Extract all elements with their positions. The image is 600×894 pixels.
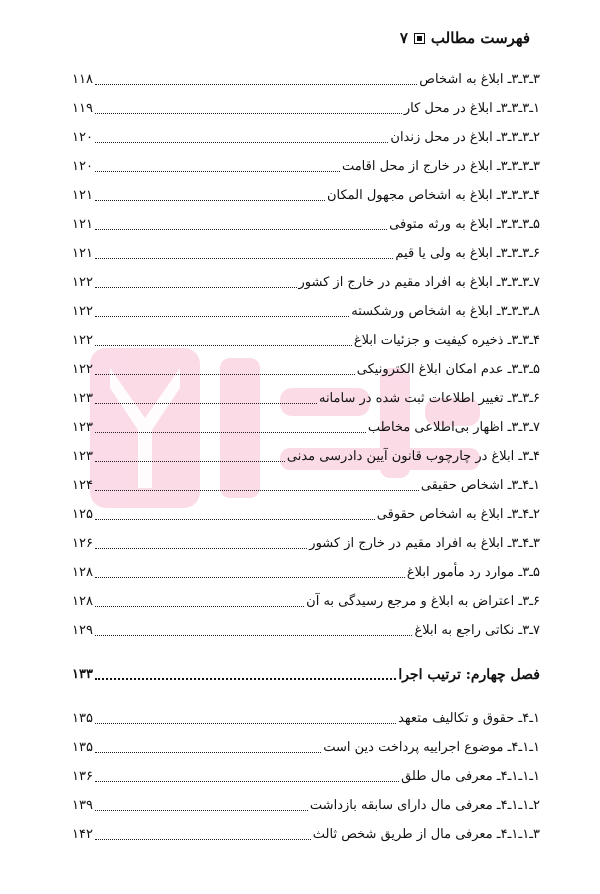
dot-leader	[95, 519, 375, 520]
toc-row[interactable]	[72, 760, 540, 786]
toc-entry-title: ۲ـ۴ـ۳ـ ابلاغ به اشخاص حقوقی	[376, 507, 540, 522]
dot-leader	[95, 345, 352, 346]
toc-entry-title: ۳ـ۳ـ۳ـ ابلاغ به اشخاص	[419, 72, 540, 87]
toc-entry-title: ۴ـ۳ـ ابلاغ در چارچوب قانون آیین دادرسی مدنی	[286, 449, 540, 464]
toc-row[interactable]	[72, 614, 540, 640]
toc-row[interactable]	[72, 702, 540, 728]
toc-page-number: ۱۲۹	[72, 623, 93, 638]
dot-leader	[95, 577, 405, 578]
toc-row[interactable]	[72, 789, 540, 815]
toc-row[interactable]	[72, 818, 540, 844]
dot-leader	[95, 84, 417, 85]
toc-entry-title: ۱ـ۳ـ۳ـ۳ـ ابلاغ در محل کار	[403, 101, 540, 116]
toc-page-number: ۱۳۵	[72, 711, 93, 726]
dot-leader	[95, 810, 308, 811]
toc-entry-title: ۶ـ۳ـ اعتراض به ابلاغ و مرجع رسیدگی به آن	[306, 594, 540, 609]
toc-row[interactable]	[72, 411, 540, 437]
toc-entry-title: ۷ـ۳ـ نکاتی راجع به ابلاغ	[414, 623, 540, 638]
dot-leader	[95, 403, 317, 404]
toc-row[interactable]	[72, 527, 540, 553]
toc-entry-title: ۷ـ۳ـ۳ـ۳ـ ابلاغ به افراد مقیم در خارج از کشور	[298, 275, 540, 290]
toc-entry-title: ۶ـ۳ـ۳ـ۳ـ ابلاغ به ولی یا قیم	[395, 246, 540, 261]
toc-entry-title: ۴ـ۳ـ۳ـ۳ـ ابلاغ به اشخاص مجهول المکان	[326, 188, 540, 203]
dot-leader	[95, 678, 396, 680]
dot-leader	[95, 752, 321, 753]
toc-page-number: ۱۲۱	[72, 246, 93, 261]
toc-entry-title: ۵ـ۳ـ موارد رد مأمور ابلاغ	[406, 565, 540, 580]
toc-page-number: ۱۲۲	[72, 333, 93, 348]
toc-entry-title: ۲ـ۱ـ۱ـ۴ـ معرفی مال دارای سابقه بازداشت	[309, 798, 540, 813]
toc-entry-title: ۱ـ۴ـ حقوق و تکالیف متعهد	[398, 711, 540, 726]
toc-page-number: ۱۲۲	[72, 275, 93, 290]
toc-entry-title: ۳ـ۴ـ۳ـ ابلاغ به افراد مقیم در خارج از کشور	[309, 536, 540, 551]
toc-row[interactable]	[72, 237, 540, 263]
dot-leader	[95, 781, 399, 782]
dot-leader	[95, 287, 297, 288]
toc-row[interactable]	[72, 63, 540, 89]
toc-row[interactable]	[72, 731, 540, 757]
dot-leader	[95, 490, 419, 491]
toc-row[interactable]	[72, 353, 540, 379]
dot-leader	[95, 374, 355, 375]
dot-leader	[95, 432, 366, 433]
toc-row[interactable]	[72, 498, 540, 524]
toc-entry-title: ۱ـ۱ـ۴ـ موضوع اجراییه پرداخت دین است	[323, 740, 540, 755]
toc-entry-title: ۳ـ۳ـ۳ـ۳ـ ابلاغ در خارج از محل اقامت	[341, 159, 540, 174]
toc-row[interactable]	[72, 208, 540, 234]
toc-page-number: ۱۲۱	[72, 217, 93, 232]
toc-page-number: ۱۲۶	[72, 536, 93, 551]
toc-page-number: ۱۳۵	[72, 740, 93, 755]
header-title: فهرست مطالب	[430, 29, 530, 47]
toc-entry-title: ۴ـ۳ـ۳ـ ذخیره کیفیت و جزئیات ابلاغ	[353, 333, 540, 348]
dot-leader	[95, 723, 396, 724]
toc-page-number: ۱۲۳	[72, 391, 93, 406]
dot-leader	[95, 839, 311, 840]
toc-entry-title: ۲ـ۳ـ۳ـ۳ـ ابلاغ در محل زندان	[390, 130, 540, 145]
toc-chapter-row[interactable]	[72, 658, 540, 684]
dot-leader	[95, 171, 340, 172]
toc-chapter-title: فصل چهارم: ترتیب اجرا	[398, 667, 540, 683]
toc-row[interactable]	[72, 469, 540, 495]
toc-page-number: ۱۴۲	[72, 827, 93, 842]
toc-row[interactable]	[72, 382, 540, 408]
toc-row[interactable]	[72, 266, 540, 292]
toc-page-number: ۱۲۵	[72, 507, 93, 522]
toc-entry-title: ۶ـ۳ـ۳ـ تغییر اطلاعات ثبت شده در سامانه	[318, 391, 540, 406]
toc-page-number: ۱۲۲	[72, 362, 93, 377]
dot-leader	[95, 142, 388, 143]
dot-leader	[95, 548, 307, 549]
toc-row[interactable]	[72, 92, 540, 118]
toc-entry-title: ۷ـ۳ـ۳ـ اظهار بی‌اطلاعی مخاطب	[367, 420, 540, 435]
toc-page-number: ۱۲۳	[72, 449, 93, 464]
toc-page-number: ۱۲۰	[72, 130, 93, 145]
toc-page-number: ۱۲۸	[72, 594, 93, 609]
toc-entry-title: ۱ـ۱ـ۱ـ۴ـ معرفی مال طلق	[401, 769, 540, 784]
toc-page-number: ۱۱۹	[72, 101, 93, 116]
toc-entry-title: ۳ـ۱ـ۱ـ۴ـ معرفی مال از طریق شخص ثالث	[312, 827, 540, 842]
toc-row[interactable]	[72, 150, 540, 176]
toc-entry-title: ۱ـ۴ـ۳ـ اشخاص حقیقی	[420, 478, 540, 493]
dot-leader	[95, 113, 402, 114]
toc-row[interactable]	[72, 440, 540, 466]
dot-leader	[95, 229, 387, 230]
toc-entry-title: ۸ـ۳ـ۳ـ۳ـ ابلاغ به اشخاص ورشکسته	[351, 304, 540, 319]
dot-leader	[95, 200, 325, 201]
dot-leader	[95, 316, 349, 317]
toc-row[interactable]	[72, 556, 540, 582]
dot-leader	[95, 461, 285, 462]
toc-row[interactable]	[72, 324, 540, 350]
toc-entry-title: ۵ـ۳ـ۳ـ۳ـ ابلاغ به ورثه متوفی	[389, 217, 540, 232]
toc-page-number: ۱۲۳	[72, 420, 93, 435]
toc-page-number: ۱۳۹	[72, 798, 93, 813]
toc-row[interactable]	[72, 121, 540, 147]
header-page-number: ۷	[399, 29, 408, 47]
toc-row[interactable]	[72, 585, 540, 611]
toc-page-number: ۱۳۳	[72, 667, 93, 682]
toc-row[interactable]	[72, 179, 540, 205]
toc-page-number: ۱۲۱	[72, 188, 93, 203]
toc-row[interactable]	[72, 295, 540, 321]
dot-leader	[95, 635, 413, 636]
toc-page-number: ۱۳۶	[72, 769, 93, 784]
toc-page-number: ۱۲۸	[72, 565, 93, 580]
toc-entry-title: ۵ـ۳ـ۳ـ عدم امکان ابلاغ الکترونیکی	[356, 362, 540, 377]
dot-leader	[95, 258, 393, 259]
toc-page-number: ۱۲۴	[72, 478, 93, 493]
toc-page-number: ۱۲۲	[72, 304, 93, 319]
dot-leader	[95, 606, 304, 607]
toc-page-number: ۱۱۸	[72, 72, 93, 87]
toc-page-number: ۱۲۰	[72, 159, 93, 174]
